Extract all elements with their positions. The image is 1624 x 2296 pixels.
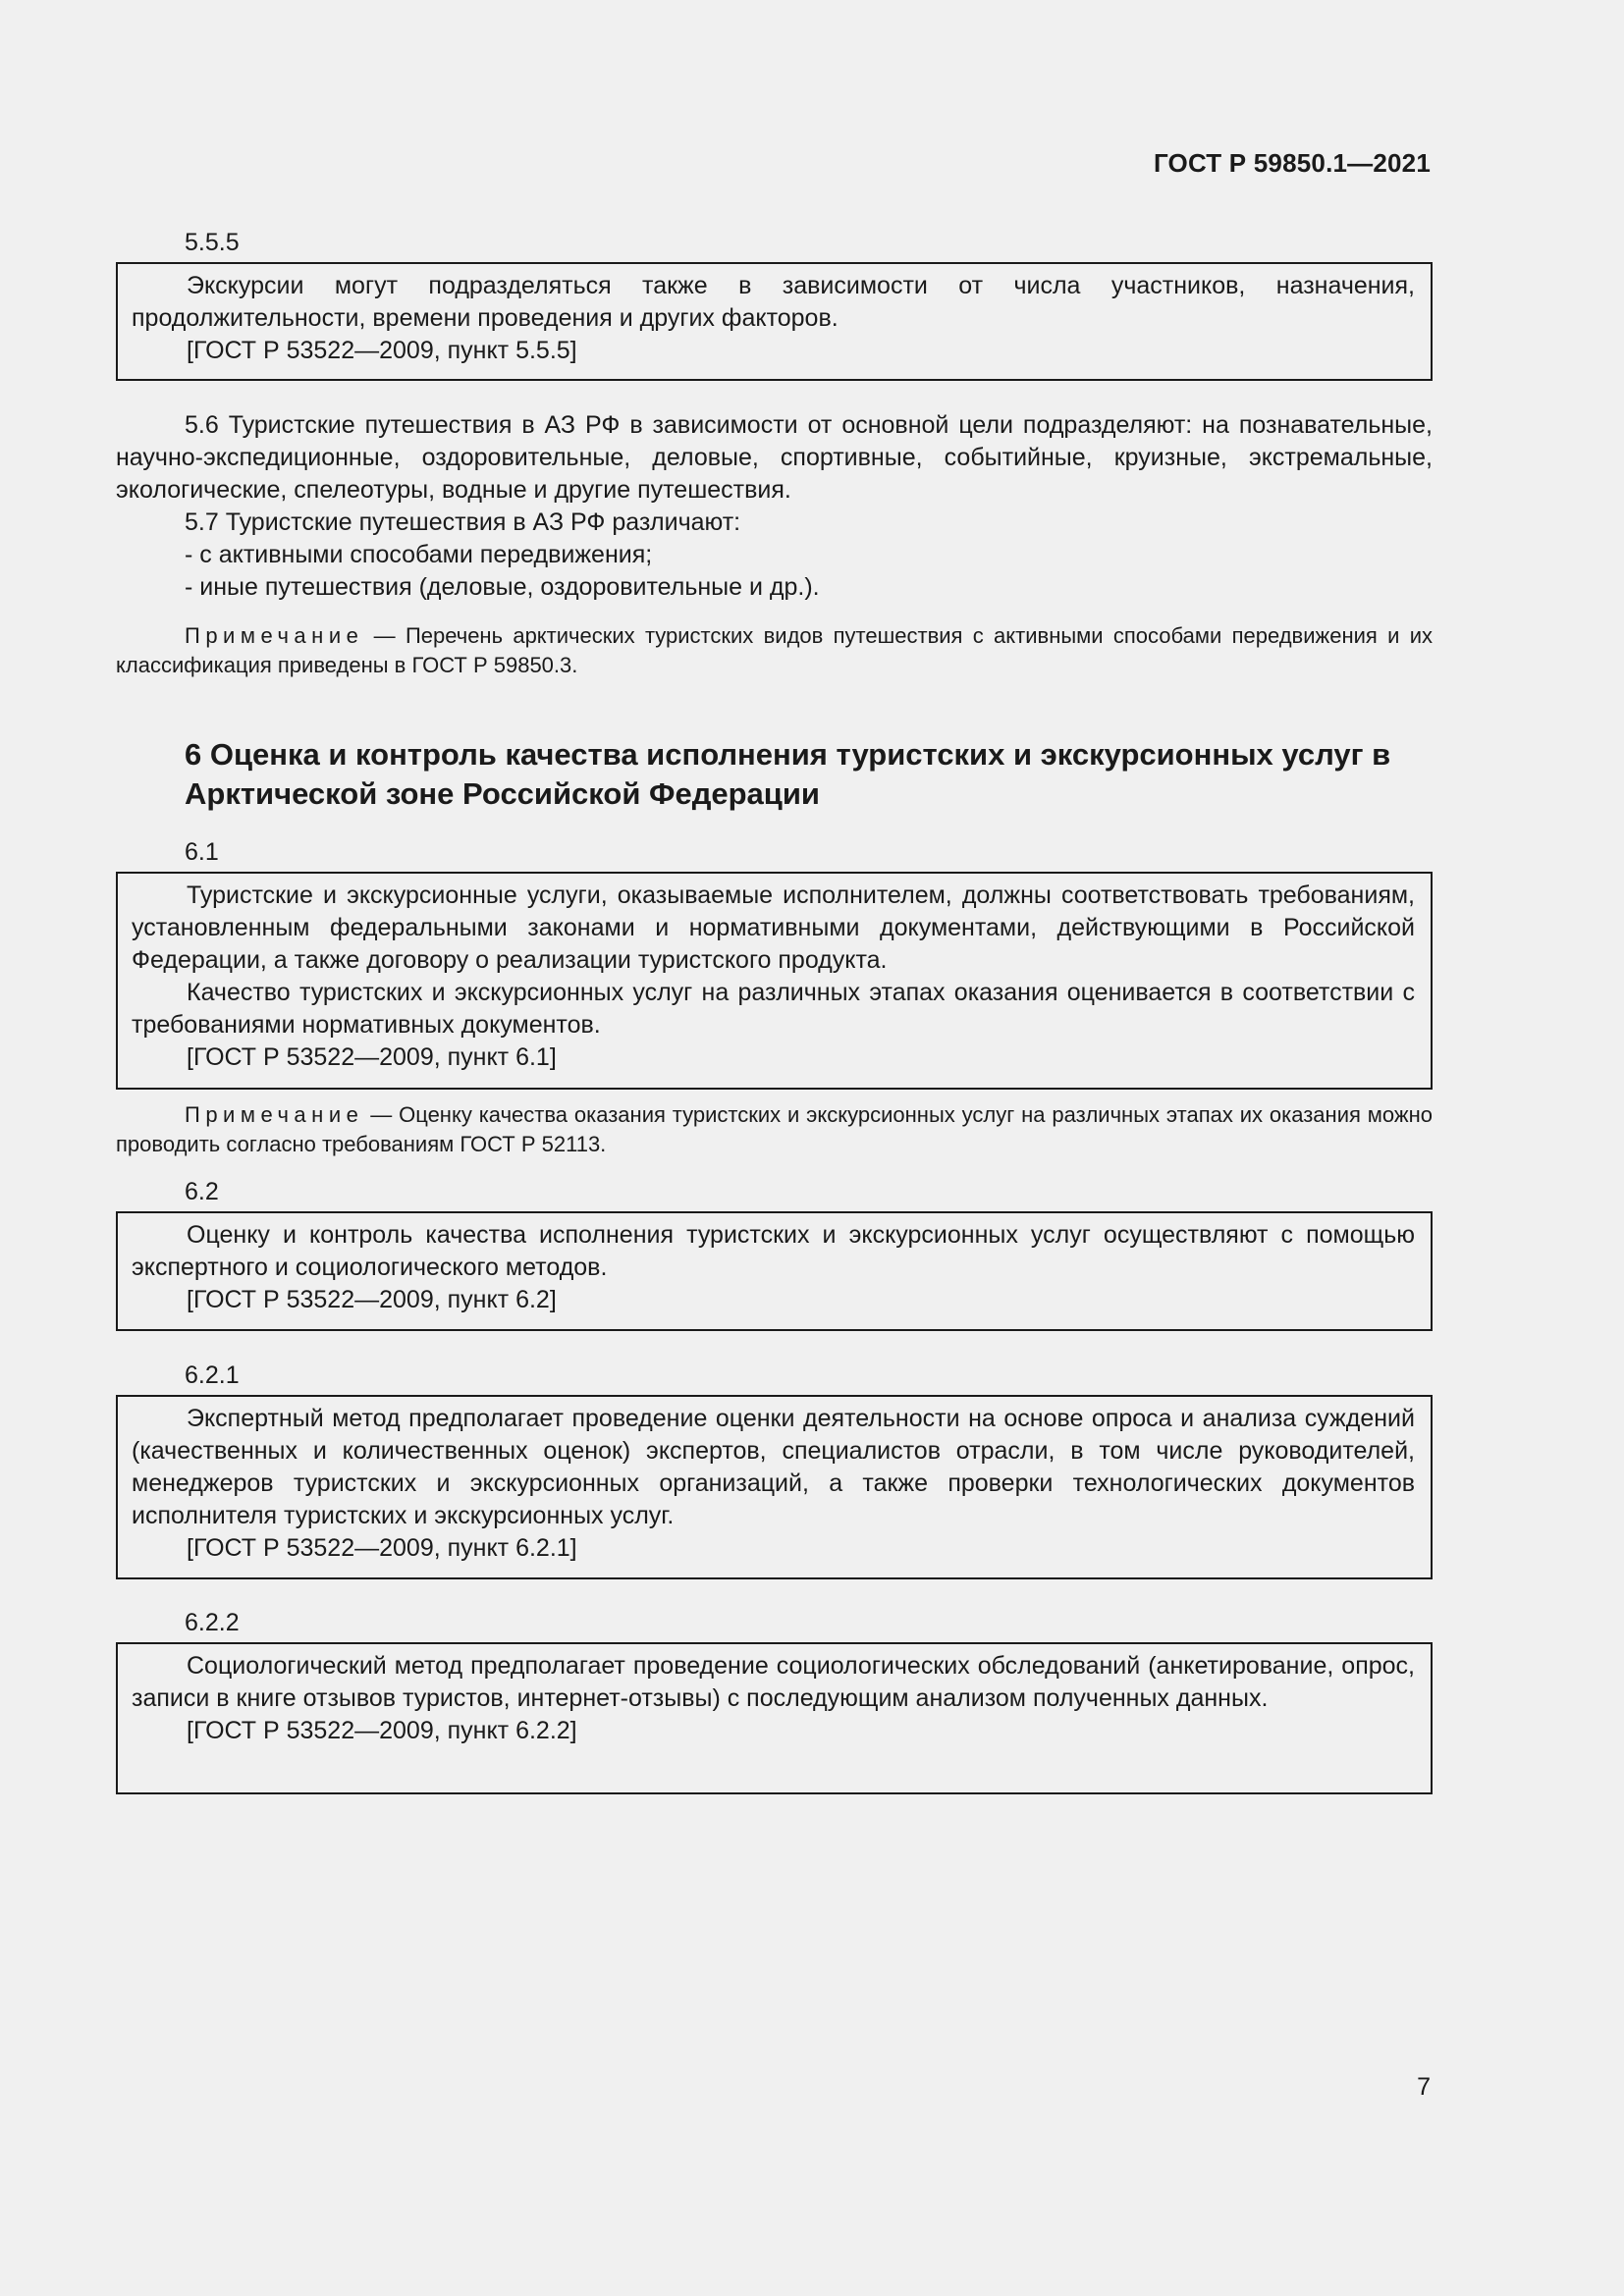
quote-text: Экспертный метод предполагает проведение оценки деятельности на основе опроса и анализа суждений (качественных и количественных оценок) экспертов, специалистов отрасли, в том числе руководителей, менеджеров туристских и экскурсионных организаций, а также проверки технологических документов исполнителя туристских и экскурсионных услуг. — [132, 1405, 1415, 1529]
quote-box-5-5-5 — [116, 262, 1433, 381]
clause-number-6-2-1: 6.2.1 — [185, 1362, 240, 1389]
clause-5-7-item-1: - с активными способами передвижения; — [185, 541, 653, 568]
quote-reference: [ГОСТ Р 53522—2009, пункт 6.2.2] — [187, 1717, 577, 1744]
quote-text-1: Туристские и экскурсионные услуги, оказываемые исполнителем, должны соответствовать требованиям, установленным федеральными законами и нормативными документами, действующими в Российской Федерации, а также договору о реализации туристского продукта. — [132, 881, 1415, 974]
quote-reference: [ГОСТ Р 53522—2009, пункт 5.5.5] — [187, 337, 577, 364]
quote-text: Экскурсии могут подразделяться также в зависимости от числа участников, назначения, продолжительности, времени проведения и других факторов. — [132, 272, 1415, 332]
quote-box-6-1 — [116, 872, 1433, 1090]
clause-5-7-item-2: - иные путешествия (деловые, оздоровительные и др.). — [185, 573, 820, 601]
quote-text-2: Качество туристских и экскурсионных услуг на различных этапах оказания оценивается в соответствии с требованиями нормативных документов. — [132, 979, 1415, 1039]
clause-number-6-2: 6.2 — [185, 1178, 219, 1205]
page-number: 7 — [1417, 2073, 1431, 2101]
quote-reference: [ГОСТ Р 53522—2009, пункт 6.2.1] — [187, 1534, 577, 1562]
clause-5-6 — [116, 409, 1433, 604]
quote-reference: [ГОСТ Р 53522—2009, пункт 6.2] — [187, 1286, 557, 1313]
clause-number-6-2-2: 6.2.2 — [185, 1609, 240, 1636]
section-title: 6 Оценка и контроль качества исполнения туристских и экскурсионных услуг в Арктической зоне Российской Федерации — [185, 737, 1391, 811]
quote-reference: [ГОСТ Р 53522—2009, пункт 6.1] — [187, 1043, 557, 1071]
document-header: ГОСТ Р 59850.1—2021 — [1153, 148, 1431, 178]
note-text: — Перечень арктических туристских видов путешествия с активными способами передвижения и их классификация приведены в ГОСТ Р 59850.3. — [116, 623, 1433, 677]
clause-5-6-text: 5.6 Туристские путешествия в АЗ РФ в зависимости от основной цели подразделяют: на познавательные, научно-экспедиционные, оздоровительные, деловые, спортивные, событийные, круизные, экстремальные, экологические, спелеотуры, водные и другие путешествия. — [116, 411, 1433, 504]
note-2 — [116, 1100, 1433, 1159]
clause-5-7-intro: 5.7 Туристские путешествия в АЗ РФ различают: — [185, 508, 741, 536]
quote-box-6-2-1 — [116, 1395, 1433, 1579]
quote-box-6-2 — [116, 1211, 1433, 1331]
note-label: Примечание — [185, 1102, 364, 1127]
note-label: Примечание — [185, 623, 364, 648]
quote-text: Социологический метод предполагает проведение социологических обследований (анкетирование, опрос, записи в книге отзывов туристов, интернет-отзывы) с последующим анализом полученных данных. — [132, 1652, 1415, 1712]
note-text: — Оценку качества оказания туристских и экскурсионных услуг на различных этапах их оказания можно проводить согласно требованиям ГОСТ Р 52113. — [116, 1102, 1433, 1156]
clause-number-6-1: 6.1 — [185, 838, 219, 866]
note-1 — [116, 621, 1433, 680]
clause-number-5-5-5: 5.5.5 — [185, 229, 240, 256]
quote-text: Оценку и контроль качества исполнения туристских и экскурсионных услуг осуществляют с помощью экспертного и социологического методов. — [132, 1221, 1415, 1281]
quote-box-6-2-2 — [116, 1642, 1433, 1794]
